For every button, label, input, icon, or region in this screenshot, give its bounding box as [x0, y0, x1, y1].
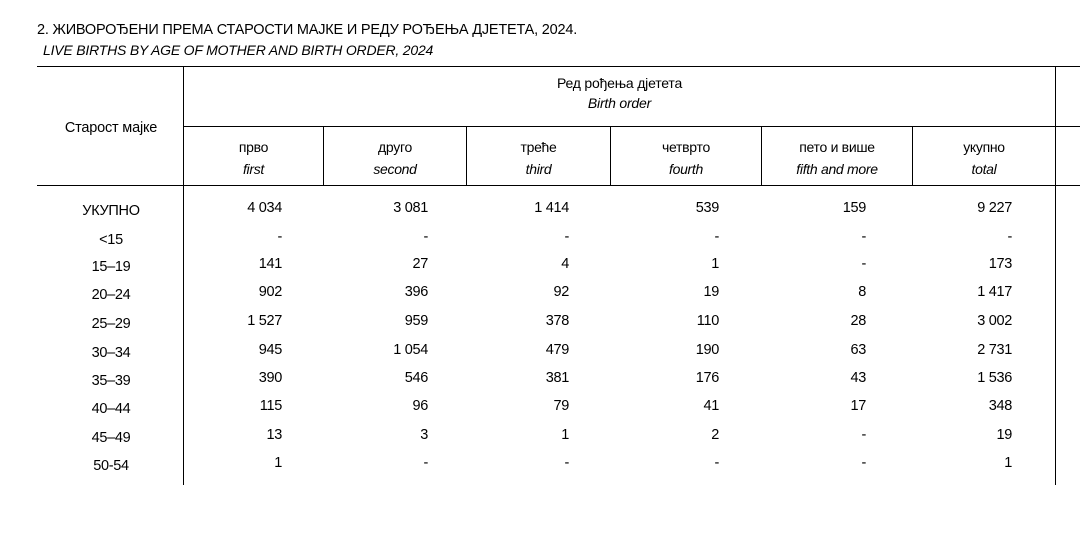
- row-label: 40–44: [91, 401, 131, 417]
- column-header: [467, 136, 610, 180]
- table-cell: 1 417: [977, 284, 1012, 300]
- table-cell: -: [423, 455, 428, 471]
- column-header-local: четврто: [662, 139, 710, 155]
- row-label: 20–24: [91, 287, 131, 303]
- table-cell: 2 731: [977, 342, 1012, 358]
- table-cell: 1: [711, 256, 719, 272]
- table-cell: -: [423, 229, 428, 245]
- table-cell: 27: [412, 256, 428, 272]
- table-cell: 79: [553, 398, 569, 414]
- column-header-local: пето и више: [799, 139, 875, 155]
- table-cell: 9 227: [977, 200, 1012, 216]
- column-header: [611, 136, 761, 180]
- table-cell: 1 536: [977, 370, 1012, 386]
- table-cell: 173: [988, 256, 1012, 272]
- table-cell: -: [1007, 229, 1012, 245]
- table-top-rule: [37, 66, 1080, 67]
- table-cell: 41: [703, 398, 719, 414]
- table-cell: 4 034: [247, 200, 282, 216]
- table-cell: -: [861, 229, 866, 245]
- table-cell: 902: [258, 284, 282, 300]
- column-header-en: second: [373, 161, 417, 177]
- column-header: [324, 136, 466, 180]
- table-cell: 110: [696, 313, 719, 329]
- group-header: [184, 73, 1055, 113]
- column-header-local: прво: [238, 139, 269, 155]
- header-bottom-rule: [37, 185, 1080, 186]
- table-cell: 4: [561, 256, 569, 272]
- column-header-local: треће: [520, 139, 557, 155]
- table-cell: 17: [850, 398, 866, 414]
- table-cell: 43: [850, 370, 866, 386]
- column-header-local: укупно: [963, 139, 1005, 155]
- table-cell: -: [861, 256, 866, 272]
- table-cell: 115: [259, 398, 282, 414]
- table-cell: 190: [695, 342, 719, 358]
- column-header-en: first: [242, 161, 265, 177]
- table-cell: 141: [258, 256, 282, 272]
- row-label: 25–29: [91, 316, 131, 332]
- table-cell: 1: [561, 427, 569, 443]
- table-cell: -: [861, 427, 866, 443]
- table-cell: 479: [545, 342, 569, 358]
- table-cell: 348: [988, 398, 1012, 414]
- table-cell: 959: [404, 313, 428, 329]
- table-cell: 1 527: [247, 313, 282, 329]
- table-subtitle: LIVE BIRTHS BY AGE OF MOTHER AND BIRTH ORDER, 2024: [43, 42, 434, 58]
- table-cell: -: [714, 229, 719, 245]
- group-header-rule: [184, 126, 1080, 127]
- table-cell: -: [861, 455, 866, 471]
- table-cell: 19: [996, 427, 1012, 443]
- table-cell: 381: [545, 370, 569, 386]
- table-cell: 8: [858, 284, 866, 300]
- table-cell: -: [564, 229, 569, 245]
- table-cell: 945: [258, 342, 282, 358]
- row-label: 15–19: [91, 259, 131, 275]
- table-cell: 396: [404, 284, 428, 300]
- table-cell: 546: [404, 370, 428, 386]
- table-cell: 390: [258, 370, 282, 386]
- stub-header: Старост мајке: [64, 120, 158, 136]
- table-cell: 3 081: [393, 200, 428, 216]
- group-header-en: Birth order: [587, 95, 652, 111]
- table-cell: 539: [695, 200, 719, 216]
- table-cell: 176: [695, 370, 719, 386]
- row-label: 35–39: [91, 373, 131, 389]
- column-header: [913, 136, 1055, 180]
- table-cell: 63: [850, 342, 866, 358]
- table-right-divider: [1055, 66, 1056, 485]
- row-label: 30–34: [91, 345, 131, 361]
- table-cell: 2: [711, 427, 719, 443]
- table-cell: 159: [842, 200, 866, 216]
- table-cell: 19: [703, 284, 719, 300]
- row-label: УКУПНО: [82, 203, 140, 219]
- table-title: 2. ЖИВОРОЂЕНИ ПРЕМА СТАРОСТИ МАЈКЕ И РЕДУ РОЂЕЊА ДЈЕТЕТА, 2024.: [37, 22, 578, 38]
- table-cell: -: [277, 229, 282, 245]
- column-header-local: друго: [378, 139, 412, 155]
- column-header-en: total: [971, 161, 997, 177]
- table-cell: -: [564, 455, 569, 471]
- table-cell: 1: [1004, 455, 1012, 471]
- table-cell: 96: [412, 398, 428, 414]
- column-header: [184, 136, 323, 180]
- table-cell: 3 002: [977, 313, 1012, 329]
- column-header-en: third: [525, 161, 552, 177]
- row-label: 50-54: [93, 458, 129, 474]
- group-header-local: Ред рођења дјетета: [556, 75, 683, 91]
- table-cell: 1: [274, 455, 282, 471]
- column-header: [762, 136, 912, 180]
- column-header-en: fourth: [669, 161, 703, 177]
- table-cell: 92: [553, 284, 569, 300]
- table-cell: -: [714, 455, 719, 471]
- row-label: <15: [99, 232, 123, 248]
- table-cell: 3: [420, 427, 428, 443]
- table-cell: 378: [545, 313, 569, 329]
- column-header-en: fifth and more: [796, 161, 878, 177]
- table-cell: 1 054: [393, 342, 428, 358]
- table-cell: 13: [266, 427, 282, 443]
- table-cell: 1 414: [534, 200, 569, 216]
- table-cell: 28: [850, 313, 866, 329]
- row-label: 45–49: [91, 430, 131, 446]
